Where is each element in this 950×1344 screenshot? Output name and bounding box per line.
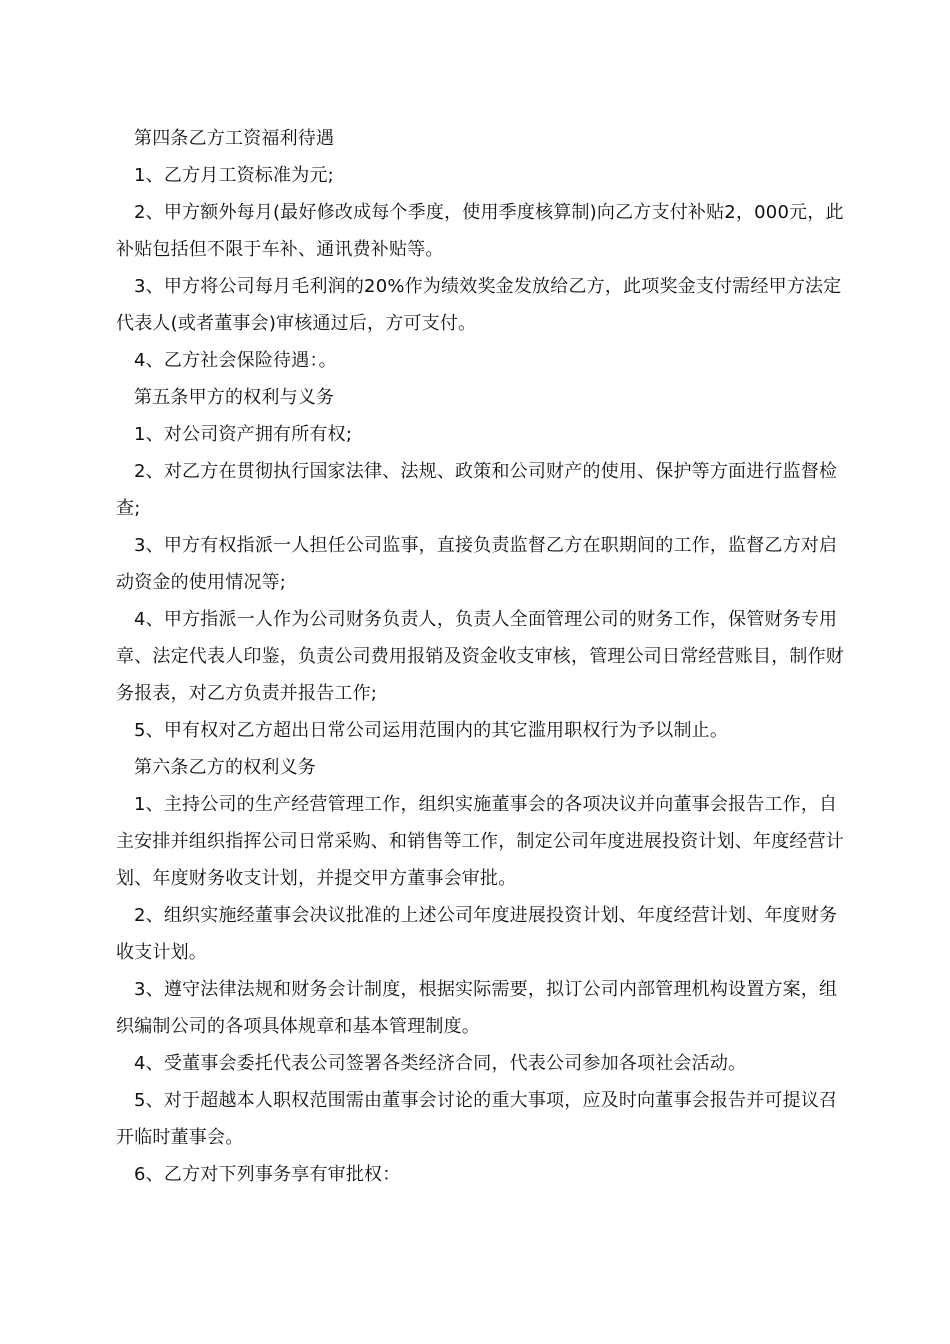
article-6-item-1: 1、主持公司的生产经营管理工作，组织实施董事会的各项决议并向董事会报告工作，自主安排并组织指挥公司日常采购、和销售等工作，制定公司年度进展投资计划、年度经营计划、年度财务收支计划，并提交甲方董事会审批。 xyxy=(116,794,844,889)
article-5-item-3: 3、甲方有权指派一人担任公司监事，直接负责监督乙方在职期间的工作，监督乙方对启动资金的使用情况等; xyxy=(116,535,838,593)
document-body xyxy=(116,120,846,1193)
article-6-item-6: 6、乙方对下列事务享有审批权： xyxy=(134,1164,401,1185)
article-6-item-2: 2、组织实施经董事会决议批准的上述公司年度进展投资计划、年度经营计划、年度财务收支计划。 xyxy=(116,905,838,963)
article-6-item-3: 3、遵守法律法规和财务会计制度，根据实际需要，拟订公司内部管理机构设置方案，组织编制公司的各项具体规章和基本管理制度。 xyxy=(116,979,838,1037)
article-4-item-2: 2、甲方额外每月(最好修改成每个季度，使用季度核算制)向乙方支付补贴2，000元，此补贴包括但不限于车补、通讯费补贴等。 xyxy=(116,202,844,260)
article-5-heading: 第五条甲方的权利与义务 xyxy=(134,387,335,408)
article-6-heading: 第六条乙方的权利义务 xyxy=(134,757,316,778)
article-4-item-1: 1、乙方月工资标准为元; xyxy=(134,165,334,186)
article-5-item-2: 2、对乙方在贯彻执行国家法律、法规、政策和公司财产的使用、保护等方面进行监督检查; xyxy=(116,461,838,519)
article-4-item-4: 4、乙方社会保险待遇：。 xyxy=(134,350,337,371)
article-5-item-4: 4、甲方指派一人作为公司财务负责人，负责人全面管理公司的财务工作，保管财务专用章、法定代表人印鉴，负责公司费用报销及资金收支审核，管理公司日常经营账目，制作财务报表，对乙方负责并报告工作; xyxy=(116,609,844,704)
article-6-item-4: 4、受董事会委托代表公司签署各类经济合同，代表公司参加各项社会活动。 xyxy=(134,1053,747,1074)
article-5-item-1: 1、对公司资产拥有所有权; xyxy=(134,424,353,445)
article-4-item-3: 3、甲方将公司每月毛利润的20%作为绩效奖金发放给乙方，此项奖金支付需经甲方法定代表人(或者董事会)审核通过后，方可支付。 xyxy=(116,276,842,334)
article-6-item-5: 5、对于超越本人职权范围需由董事会讨论的重大事项，应及时向董事会报告并可提议召开临时董事会。 xyxy=(116,1090,838,1148)
article-4-heading: 第四条乙方工资福利待遇 xyxy=(134,128,335,149)
article-5-item-5: 5、甲有权对乙方超出日常公司运用范围内的其它滥用职权行为予以制止。 xyxy=(134,720,729,741)
